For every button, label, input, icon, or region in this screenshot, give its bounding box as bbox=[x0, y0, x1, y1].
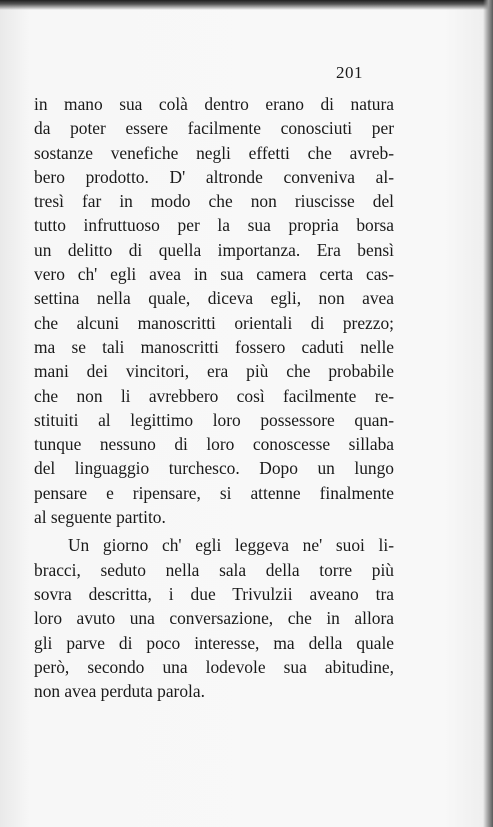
text-line: un delitto di quella importanza. Era bensì bbox=[34, 239, 394, 260]
text-line: da poter essere facilmente conosciuti per bbox=[34, 118, 394, 139]
text-line: però, secondo una lodevole sua abitudine, bbox=[34, 656, 394, 677]
text-line: vero ch' egli avea in sua camera certa cas- bbox=[34, 264, 394, 285]
text-line: Un giorno ch' egli leggeva ne' suoi li- bbox=[68, 535, 394, 556]
text-line: tunque nessuno di loro conoscesse sillaba bbox=[34, 434, 394, 455]
text-line: gli parve di poco interesse, ma della quale bbox=[34, 632, 394, 653]
text-line: pensare e ripensare, si attenne finalmente bbox=[34, 482, 394, 503]
text-line: sostanze venefiche negli effetti che avreb- bbox=[34, 142, 394, 163]
text-line: del linguaggio turchesco. Dopo un lungo bbox=[34, 458, 394, 479]
text-line: bero prodotto. D' altronde conveniva al- bbox=[34, 166, 394, 187]
text-line: al seguente partito. bbox=[34, 507, 166, 528]
paragraph-2 bbox=[34, 533, 394, 703]
text-line: mani dei vincitori, era più che probabile bbox=[34, 361, 394, 382]
text-line: settina nella quale, diceva egli, non avea bbox=[34, 288, 394, 309]
text-line: in mano sua colà dentro erano di natura bbox=[34, 94, 394, 114]
text-line: sovra descritta, i due Trivulzii aveano tra bbox=[34, 583, 394, 604]
text-line: tutto infruttuoso per la sua propria borsa bbox=[34, 215, 394, 236]
page-binding-edge bbox=[483, 0, 493, 827]
text-line: bracci, seduto nella sala della torre più bbox=[34, 559, 394, 580]
page-number: 201 bbox=[336, 63, 363, 82]
text-line: che alcuni manoscritti orientali di prezzo; bbox=[34, 312, 394, 333]
text-line: tresì far in modo che non riuscisse del bbox=[34, 191, 394, 212]
page-top-shadow bbox=[0, 0, 493, 10]
text-line: che non li avrebbero così facilmente re- bbox=[34, 385, 394, 406]
text-line: non avea perduta parola. bbox=[34, 681, 205, 702]
text-line: ma se tali manoscritti fossero caduti nelle bbox=[34, 336, 394, 357]
text-line: stituiti al legittimo loro possessore quan- bbox=[34, 409, 394, 430]
paragraph-1 bbox=[34, 92, 394, 529]
text-line: loro avuto una conversazione, che in allora bbox=[34, 608, 394, 629]
body-text bbox=[34, 92, 394, 703]
